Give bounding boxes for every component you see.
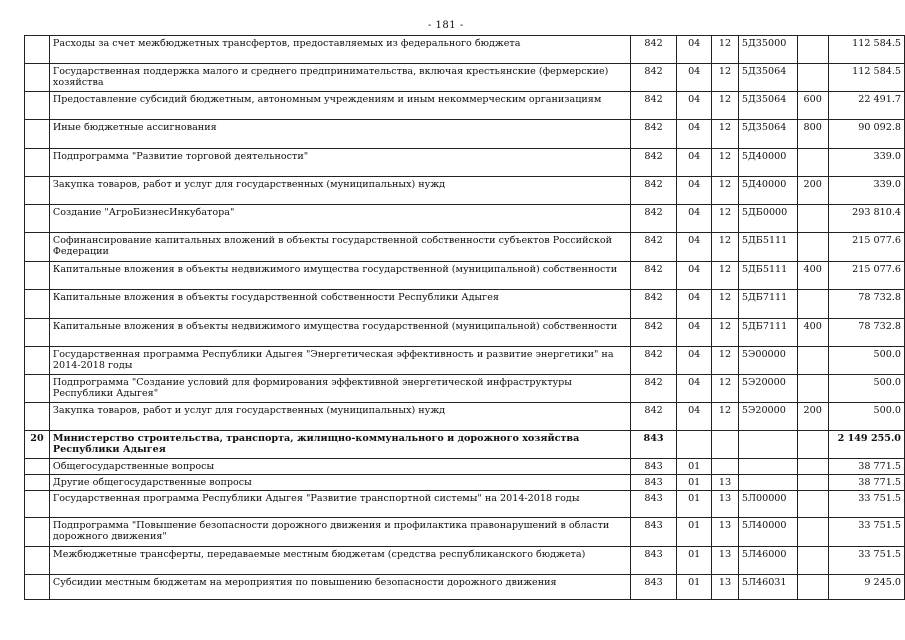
page-number: - 181 - <box>428 20 464 31</box>
cell-amount: 2 149 255.0 <box>828 431 904 459</box>
cell-target-article: 5Э00000 <box>738 347 797 375</box>
cell-subsection: 12 <box>712 319 739 347</box>
cell-section: 01 <box>677 518 712 547</box>
cell-grbs: 842 <box>630 319 677 347</box>
cell-expense-type: 400 <box>797 262 828 290</box>
cell-target-article: 5Д35064 <box>738 64 797 92</box>
table-body <box>25 36 905 600</box>
cell-number <box>25 375 50 403</box>
cell-target-article: 5Д35000 <box>738 36 797 64</box>
cell-section: 04 <box>677 177 712 205</box>
cell-number <box>25 319 50 347</box>
cell-number <box>25 347 50 375</box>
cell-section: 04 <box>677 290 712 319</box>
cell-grbs: 842 <box>630 290 677 319</box>
cell-expense-type: 200 <box>797 403 828 431</box>
table-row <box>25 92 905 120</box>
cell-subsection: 12 <box>712 262 739 290</box>
cell-section: 01 <box>677 547 712 575</box>
cell-amount: 22 491.7 <box>828 92 904 120</box>
cell-subsection: 12 <box>712 403 739 431</box>
cell-amount: 112 584.5 <box>828 64 904 92</box>
cell-name: Предоставление субсидий бюджетным, автономным учреждениям и иным некоммерческим организациям <box>49 92 630 120</box>
cell-target-article <box>738 431 797 459</box>
cell-section: 04 <box>677 64 712 92</box>
cell-target-article: 5Э20000 <box>738 403 797 431</box>
cell-amount: 33 751.5 <box>828 491 904 518</box>
cell-expense-type <box>797 459 828 475</box>
cell-amount: 33 751.5 <box>828 518 904 547</box>
cell-name: Иные бюджетные ассигнования <box>49 120 630 149</box>
cell-expense-type <box>797 290 828 319</box>
cell-name: Расходы за счет межбюджетных трансфертов, предоставляемых из федерального бюджета <box>49 36 630 64</box>
cell-number <box>25 120 50 149</box>
cell-grbs: 842 <box>630 347 677 375</box>
cell-section: 04 <box>677 92 712 120</box>
cell-target-article: 5Л46031 <box>738 575 797 600</box>
table-row <box>25 36 905 64</box>
cell-target-article: 5Л00000 <box>738 491 797 518</box>
cell-amount: 215 077.6 <box>828 262 904 290</box>
table-row <box>25 205 905 233</box>
cell-name: Капитальные вложения в объекты государственной собственности Республики Адыгея <box>49 290 630 319</box>
cell-amount: 500.0 <box>828 375 904 403</box>
cell-number: 20 <box>25 431 50 459</box>
cell-subsection: 12 <box>712 36 739 64</box>
cell-name: Другие общегосударственные вопросы <box>49 475 630 491</box>
cell-amount: 38 771.5 <box>828 475 904 491</box>
cell-number <box>25 177 50 205</box>
cell-target-article: 5Д40000 <box>738 149 797 177</box>
cell-amount: 500.0 <box>828 347 904 375</box>
cell-number <box>25 92 50 120</box>
cell-subsection: 12 <box>712 92 739 120</box>
cell-subsection: 12 <box>712 290 739 319</box>
cell-name: Капитальные вложения в объекты недвижимого имущества государственной (муниципальной) собственности <box>49 262 630 290</box>
table-row <box>25 347 905 375</box>
cell-grbs: 843 <box>630 491 677 518</box>
budget-table <box>24 35 905 600</box>
table-row <box>25 233 905 262</box>
cell-section: 04 <box>677 347 712 375</box>
cell-grbs: 843 <box>630 575 677 600</box>
cell-expense-type <box>797 149 828 177</box>
cell-target-article <box>738 459 797 475</box>
cell-expense-type <box>797 375 828 403</box>
table-row <box>25 475 905 491</box>
cell-grbs: 842 <box>630 92 677 120</box>
cell-expense-type: 400 <box>797 319 828 347</box>
cell-number <box>25 403 50 431</box>
cell-expense-type <box>797 491 828 518</box>
cell-subsection: 12 <box>712 177 739 205</box>
cell-section: 04 <box>677 205 712 233</box>
cell-amount: 78 732.8 <box>828 290 904 319</box>
table-row <box>25 149 905 177</box>
cell-amount: 339.0 <box>828 177 904 205</box>
cell-expense-type: 200 <box>797 177 828 205</box>
cell-subsection: 12 <box>712 375 739 403</box>
cell-grbs: 842 <box>630 403 677 431</box>
cell-section: 04 <box>677 403 712 431</box>
cell-grbs: 843 <box>630 547 677 575</box>
cell-amount: 500.0 <box>828 403 904 431</box>
cell-subsection: 13 <box>712 475 739 491</box>
cell-name: Государственная поддержка малого и среднего предпринимательства, включая крестьянские (фермерские) хозяйства <box>49 64 630 92</box>
cell-name: Закупка товаров, работ и услуг для государственных (муниципальных) нужд <box>49 403 630 431</box>
cell-expense-type <box>797 205 828 233</box>
cell-grbs: 842 <box>630 64 677 92</box>
table-row <box>25 262 905 290</box>
cell-amount: 293 810.4 <box>828 205 904 233</box>
cell-grbs: 842 <box>630 177 677 205</box>
cell-expense-type <box>797 547 828 575</box>
cell-subsection: 12 <box>712 233 739 262</box>
cell-expense-type <box>797 347 828 375</box>
cell-number <box>25 491 50 518</box>
cell-subsection: 12 <box>712 347 739 375</box>
table-row <box>25 319 905 347</box>
cell-expense-type: 800 <box>797 120 828 149</box>
cell-section: 04 <box>677 262 712 290</box>
cell-section <box>677 431 712 459</box>
cell-subsection <box>712 431 739 459</box>
cell-target-article: 5ДБ0000 <box>738 205 797 233</box>
cell-grbs: 842 <box>630 149 677 177</box>
cell-number <box>25 459 50 475</box>
cell-name: Межбюджетные трансферты, передаваемые местным бюджетам (средства республиканского бюджета) <box>49 547 630 575</box>
cell-grbs: 842 <box>630 205 677 233</box>
cell-grbs: 842 <box>630 233 677 262</box>
cell-subsection <box>712 459 739 475</box>
cell-section: 01 <box>677 459 712 475</box>
table-row <box>25 431 905 459</box>
table-row <box>25 290 905 319</box>
cell-subsection: 12 <box>712 205 739 233</box>
cell-expense-type <box>797 575 828 600</box>
cell-target-article: 5Д35064 <box>738 92 797 120</box>
cell-target-article: 5ДБ7111 <box>738 290 797 319</box>
cell-subsection: 13 <box>712 547 739 575</box>
cell-section: 01 <box>677 475 712 491</box>
cell-subsection: 13 <box>712 491 739 518</box>
cell-name: Закупка товаров, работ и услуг для государственных (муниципальных) нужд <box>49 177 630 205</box>
cell-grbs: 842 <box>630 375 677 403</box>
cell-section: 04 <box>677 319 712 347</box>
cell-number <box>25 518 50 547</box>
cell-target-article <box>738 475 797 491</box>
table-row <box>25 491 905 518</box>
cell-amount: 9 245.0 <box>828 575 904 600</box>
table-row <box>25 403 905 431</box>
cell-subsection: 13 <box>712 518 739 547</box>
cell-grbs: 843 <box>630 459 677 475</box>
cell-target-article: 5Д35064 <box>738 120 797 149</box>
cell-name: Государственная программа Республики Адыгея "Энергетическая эффективность и развитие энергетики" на 2014-2018 годы <box>49 347 630 375</box>
cell-number <box>25 475 50 491</box>
cell-name: Софинансирование капитальных вложений в объекты государственной собственности субъектов Российской Федерации <box>49 233 630 262</box>
cell-amount: 90 092.8 <box>828 120 904 149</box>
cell-amount: 38 771.5 <box>828 459 904 475</box>
cell-name: Подпрограмма "Повышение безопасности дорожного движения и профилактика правонарушений в области дорожного движения" <box>49 518 630 547</box>
cell-section: 01 <box>677 491 712 518</box>
cell-subsection: 12 <box>712 64 739 92</box>
cell-expense-type <box>797 233 828 262</box>
cell-name: Создание "АгроБизнесИнкубатора" <box>49 205 630 233</box>
cell-expense-type <box>797 518 828 547</box>
cell-amount: 339.0 <box>828 149 904 177</box>
cell-grbs: 843 <box>630 518 677 547</box>
cell-number <box>25 64 50 92</box>
cell-target-article: 5Л46000 <box>738 547 797 575</box>
cell-number <box>25 547 50 575</box>
cell-number <box>25 149 50 177</box>
cell-expense-type <box>797 36 828 64</box>
cell-name: Подпрограмма "Создание условий для формирования эффективной энергетической инфраструктуры Республики Адыгея" <box>49 375 630 403</box>
cell-number <box>25 262 50 290</box>
cell-amount: 78 732.8 <box>828 319 904 347</box>
cell-amount: 33 751.5 <box>828 547 904 575</box>
cell-subsection: 12 <box>712 149 739 177</box>
cell-number <box>25 36 50 64</box>
table-row <box>25 547 905 575</box>
cell-section: 04 <box>677 36 712 64</box>
table-row <box>25 459 905 475</box>
table-row <box>25 177 905 205</box>
cell-name: Министерство строительства, транспорта, жилищно-коммунального и дорожного хозяйства Республики Адыгея <box>49 431 630 459</box>
cell-section: 04 <box>677 375 712 403</box>
cell-name: Подпрограмма "Развитие торговой деятельности" <box>49 149 630 177</box>
cell-expense-type <box>797 431 828 459</box>
table-row <box>25 64 905 92</box>
table-row <box>25 575 905 600</box>
table-row <box>25 518 905 547</box>
cell-name: Субсидии местным бюджетам на мероприятия по повышению безопасности дорожного движения <box>49 575 630 600</box>
cell-target-article: 5Д40000 <box>738 177 797 205</box>
cell-name: Капитальные вложения в объекты недвижимого имущества государственной (муниципальной) собственности <box>49 319 630 347</box>
cell-grbs: 842 <box>630 120 677 149</box>
cell-target-article: 5Л40000 <box>738 518 797 547</box>
cell-name: Общегосударственные вопросы <box>49 459 630 475</box>
cell-name: Государственная программа Республики Адыгея "Развитие транспортной системы" на 2014-2018 годы <box>49 491 630 518</box>
cell-target-article: 5ДБ5111 <box>738 262 797 290</box>
cell-subsection: 12 <box>712 120 739 149</box>
cell-expense-type: 600 <box>797 92 828 120</box>
cell-grbs: 843 <box>630 475 677 491</box>
table-row <box>25 375 905 403</box>
cell-grbs: 843 <box>630 431 677 459</box>
cell-number <box>25 290 50 319</box>
cell-grbs: 842 <box>630 36 677 64</box>
cell-target-article: 5ДБ5111 <box>738 233 797 262</box>
table-row <box>25 120 905 149</box>
cell-section: 04 <box>677 120 712 149</box>
cell-grbs: 842 <box>630 262 677 290</box>
cell-number <box>25 233 50 262</box>
cell-number <box>25 575 50 600</box>
cell-section: 04 <box>677 149 712 177</box>
cell-expense-type <box>797 64 828 92</box>
cell-section: 04 <box>677 233 712 262</box>
cell-subsection: 13 <box>712 575 739 600</box>
cell-section: 01 <box>677 575 712 600</box>
cell-amount: 112 584.5 <box>828 36 904 64</box>
cell-expense-type <box>797 475 828 491</box>
cell-target-article: 5ДБ7111 <box>738 319 797 347</box>
cell-number <box>25 205 50 233</box>
cell-target-article: 5Э20000 <box>738 375 797 403</box>
cell-amount: 215 077.6 <box>828 233 904 262</box>
